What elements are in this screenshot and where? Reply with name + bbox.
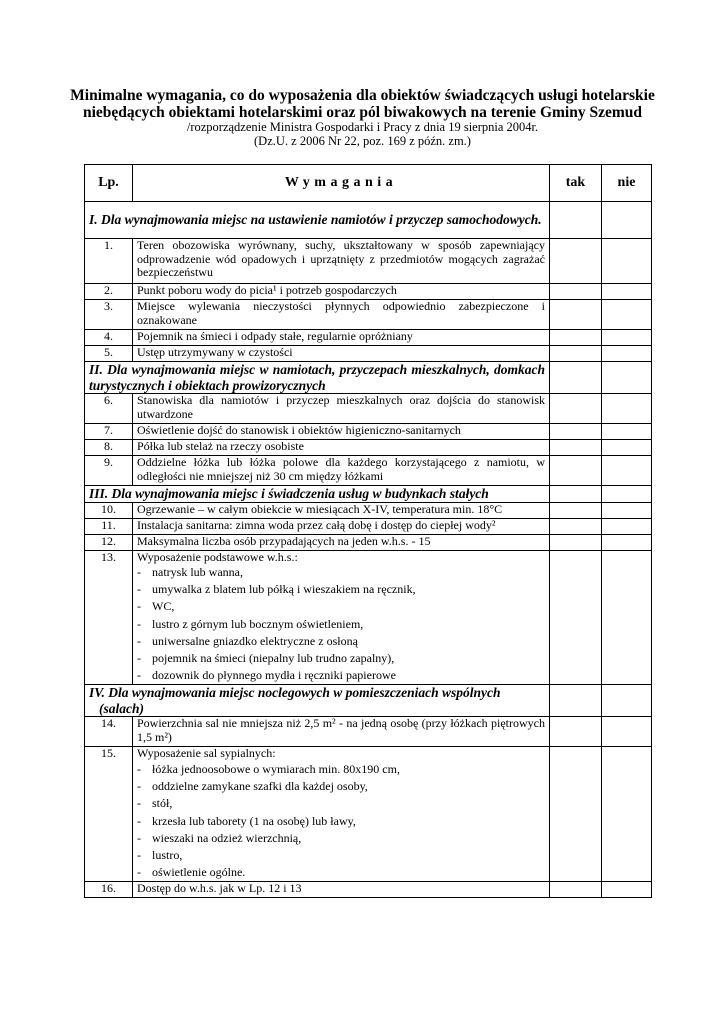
row-intro: Wyposażenie podstawowe w.h.s.:: [137, 549, 298, 564]
table-row: [85, 346, 652, 362]
nie-cell: [602, 486, 652, 503]
table-row: [85, 239, 652, 284]
nie-cell: [602, 362, 652, 394]
title-line-2: niebędących obiektami hotelarskimi oraz pól biwakowych na terenie Gminy Szemud: [82, 104, 642, 121]
list-item: - umywalka z blatem lub półką i wieszakiem na ręcznik,: [137, 581, 545, 598]
table-row: [85, 440, 652, 456]
list-item: - oddzielne zamykane szafki dla każdej osoby,: [137, 778, 545, 795]
nie-cell: [602, 394, 652, 424]
row-number: 9.: [85, 456, 133, 486]
nie-cell: [602, 330, 652, 346]
row-number: 7.: [85, 424, 133, 440]
tak-cell: [550, 346, 602, 362]
nie-cell: [602, 440, 652, 456]
table-header-row: [85, 165, 652, 202]
list-item: - uniwersalne gniazdko elektryczne z osłoną: [137, 633, 545, 650]
title-line-1: Minimalne wymagania, co do wyposażenia dla obiektów świadczących usługi hotelarskie: [70, 87, 655, 104]
row-number: 12.: [85, 534, 133, 550]
tak-cell: [550, 456, 602, 486]
table-row: [85, 330, 652, 346]
row-text: Ustęp utrzymywany w czystości: [133, 346, 550, 362]
nie-cell: [602, 284, 652, 300]
section-row: [85, 685, 652, 717]
nie-cell: [602, 882, 652, 898]
row-number: 10.: [85, 502, 133, 518]
section-title: I. Dla wynajmowania miejsc na ustawienie namiotów i przyczep samochodowych.: [85, 202, 550, 239]
table-row: [85, 518, 652, 534]
section-title: II. Dla wynajmowania miejsc w namiotach, przyczepach mieszkalnych, domkach turystycznych i obiektach prowizorycznych: [85, 362, 550, 394]
tak-cell: [550, 717, 602, 747]
table-row: [85, 717, 652, 747]
section-title-line: IV. Dla wynajmowania miejsc noclegowych w pomieszczeniach wspólnych: [89, 685, 501, 701]
row-number: 3.: [85, 300, 133, 330]
list-item: - natrysk lub wanna,: [137, 564, 545, 581]
section-row: [85, 486, 652, 503]
section-title: [85, 685, 550, 717]
table-row: [85, 456, 652, 486]
row-number: 8.: [85, 440, 133, 456]
header-tak: tak: [550, 165, 602, 202]
requirements-table: [84, 164, 652, 898]
row-text: [133, 747, 550, 882]
row-text: Instalacja sanitarna: zimna woda przez całą dobę i dostęp do ciepłej wody²: [133, 518, 550, 534]
nie-cell: [602, 518, 652, 534]
nie-cell: [602, 346, 652, 362]
table-row: [85, 424, 652, 440]
table-row: [85, 882, 652, 898]
row-number: 11.: [85, 518, 133, 534]
row-text: Pojemnik na śmieci i odpady stałe, regularnie opróżniany: [133, 330, 550, 346]
row-number: 4.: [85, 330, 133, 346]
tak-cell: [550, 685, 602, 717]
tak-cell: [550, 239, 602, 284]
section-title-line: (salach): [99, 700, 144, 716]
tak-cell: [550, 502, 602, 518]
row-text: Teren obozowiska wyrównany, suchy, ukształtowany w sposób zapewniający odprowadzenie wód opadowych i uprzątnięty z przedmiotów mogących zagrażać bezpieczeństwu: [133, 239, 550, 284]
section-row: [85, 362, 652, 394]
document-title: [0, 87, 725, 121]
tak-cell: [550, 330, 602, 346]
tak-cell: [550, 300, 602, 330]
list-item: - WC,: [137, 598, 545, 615]
nie-cell: [602, 456, 652, 486]
header-lp: Lp.: [85, 165, 133, 202]
tak-cell: [550, 362, 602, 394]
row-number: 5.: [85, 346, 133, 362]
row-intro: Wyposażenie sal sypialnych:: [137, 746, 276, 761]
tak-cell: [550, 440, 602, 456]
list-item: - pojemnik na śmieci (niepalny lub trudno zapalny),: [137, 650, 545, 667]
list-item: - lustro z górnym lub bocznym oświetleniem,: [137, 616, 545, 633]
tak-cell: [550, 882, 602, 898]
tak-cell: [550, 550, 602, 685]
row-text: Miejsce wylewania nieczystości płynnych odpowiednio zabezpieczone i oznakowane: [133, 300, 550, 330]
tak-cell: [550, 534, 602, 550]
list-item: - oświetlenie ogólne.: [137, 864, 545, 881]
nie-cell: [602, 424, 652, 440]
header-nie: nie: [602, 165, 652, 202]
row-number: 6.: [85, 394, 133, 424]
row-number: 14.: [85, 717, 133, 747]
list-item: - dozownik do płynnego mydła i ręczniki papierowe: [137, 667, 545, 684]
nie-cell: [602, 685, 652, 717]
row-text: [133, 550, 550, 685]
document-subtitle: [0, 120, 725, 148]
row-number: 1.: [85, 239, 133, 284]
header-requirements: Wymagania: [133, 165, 550, 202]
row-text: Półka lub stelaż na rzeczy osobiste: [133, 440, 550, 456]
tak-cell: [550, 202, 602, 239]
table-row: [85, 747, 652, 882]
table-row: [85, 394, 652, 424]
tak-cell: [550, 518, 602, 534]
subtitle-line-2: (Dz.U. z 2006 Nr 22, poz. 169 z późn. zm.): [254, 134, 471, 148]
row-text: Ogrzewanie – w całym obiekcie w miesiącach X-IV, temperatura min. 18°C: [133, 502, 550, 518]
nie-cell: [602, 717, 652, 747]
nie-cell: [602, 747, 652, 882]
table-row: [85, 534, 652, 550]
table-row: [85, 502, 652, 518]
nie-cell: [602, 502, 652, 518]
section-title: III. Dla wynajmowania miejsc i świadczenia usług w budynkach stałych: [85, 486, 550, 503]
row-number: 16.: [85, 882, 133, 898]
row-number: 15.: [85, 747, 133, 882]
row-text: Oświetlenie dojść do stanowisk i obiektów higieniczno-sanitarnych: [133, 424, 550, 440]
tak-cell: [550, 424, 602, 440]
nie-cell: [602, 239, 652, 284]
row-text: Maksymalna liczba osób przypadających na jeden w.h.s. - 15: [133, 534, 550, 550]
nie-cell: [602, 550, 652, 685]
list-item: - stół,: [137, 795, 545, 812]
list-item: - lustro,: [137, 847, 545, 864]
nie-cell: [602, 300, 652, 330]
nie-cell: [602, 202, 652, 239]
subtitle-line-1: /rozporządzenie Ministra Gospodarki i Pracy z dnia 19 sierpnia 2004r.: [186, 120, 539, 134]
table-row: [85, 550, 652, 685]
tak-cell: [550, 394, 602, 424]
tak-cell: [550, 747, 602, 882]
row-text: Oddzielne łóżka lub łóżka polowe dla każdego korzystającego z namiotu, w odległości nie mniejszej niż 30 cm między łóżkami: [133, 456, 550, 486]
row-number: 13.: [85, 550, 133, 685]
section-row: [85, 202, 652, 239]
row-text: Dostęp do w.h.s. jak w Lp. 12 i 13: [133, 882, 550, 898]
equipment-list: [137, 564, 545, 684]
equipment-list: [137, 761, 545, 881]
list-item: - wieszaki na odzież wierzchnią,: [137, 830, 545, 847]
table-row: [85, 300, 652, 330]
list-item: - łóżka jednoosobowe o wymiarach min. 80x190 cm,: [137, 761, 545, 778]
tak-cell: [550, 486, 602, 503]
row-text: Powierzchnia sal nie mniejsza niż 2,5 m² - na jedną osobę (przy łóżkach piętrowych 1,5 m²): [133, 717, 550, 747]
list-item: - krzesła lub taborety (1 na osobę) lub ławy,: [137, 813, 545, 830]
table-row: [85, 284, 652, 300]
row-text: Stanowiska dla namiotów i przyczep mieszkalnych oraz dojścia do stanowisk utwardzone: [133, 394, 550, 424]
row-text: Punkt poboru wody do picia¹ i potrzeb gospodarczych: [133, 284, 550, 300]
nie-cell: [602, 534, 652, 550]
row-number: 2.: [85, 284, 133, 300]
tak-cell: [550, 284, 602, 300]
